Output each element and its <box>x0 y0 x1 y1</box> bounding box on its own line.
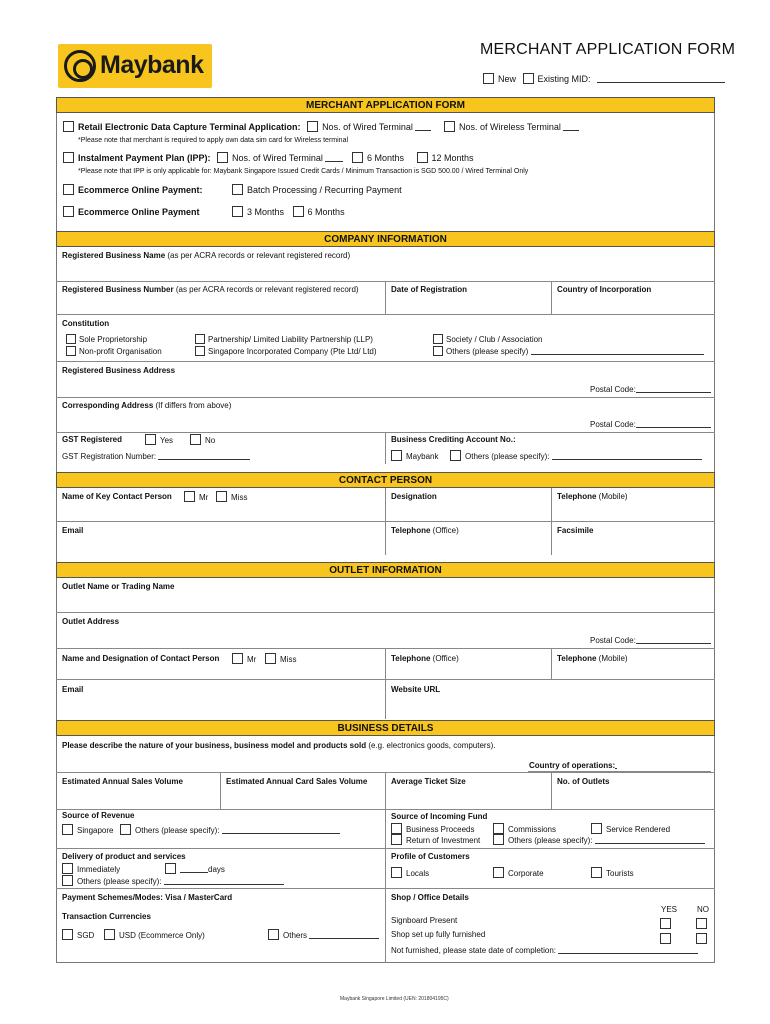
completion-date-field[interactable] <box>558 953 698 954</box>
delivery-label: Delivery of product and services <box>62 852 186 861</box>
ipp-note: *Please note that IPP is only applicable for: Maybank Singapore Issued Credit Cards / Minimum Transaction is SGD 500.00 / Wired Terminal Only <box>78 168 529 175</box>
ipp-checkbox[interactable] <box>63 152 74 163</box>
describe-business-label: Please describe the nature of your business, business model and products sold (e.g. electronics goods, computers). <box>62 741 496 750</box>
signboard-yes-checkbox[interactable] <box>660 918 671 929</box>
retail-wireless-field[interactable] <box>563 130 579 131</box>
contact-miss-checkbox[interactable] <box>216 491 227 502</box>
currency-sgd-checkbox[interactable] <box>62 929 73 940</box>
fund-others-field[interactable] <box>595 843 705 844</box>
delivery-others-field[interactable] <box>164 884 284 885</box>
society-checkbox[interactable] <box>433 334 443 344</box>
source-fund-label: Source of Incoming Fund <box>391 812 488 821</box>
revenue-others-field[interactable] <box>222 833 340 834</box>
sole-checkbox[interactable] <box>66 334 76 344</box>
currency-others-field[interactable] <box>309 938 379 939</box>
constitution-others-field[interactable] <box>531 354 704 355</box>
postal-code-field-2[interactable] <box>636 427 711 428</box>
crediting-account-label: Business Crediting Account No.: <box>391 435 516 444</box>
existing-mid-field[interactable] <box>597 82 725 83</box>
ecom-3-months-checkbox[interactable] <box>232 206 243 217</box>
logo-wordmark: Maybank <box>100 51 204 79</box>
section-business-heading: BUSINESS DETAILS <box>56 720 715 736</box>
ipp-wired-field[interactable] <box>325 161 343 162</box>
retail-edc-checkbox[interactable] <box>63 121 74 132</box>
designation-label: Designation <box>391 492 437 501</box>
delivery-others-checkbox[interactable] <box>62 875 73 886</box>
corr-address-label: Corresponding Address (If differs from above) <box>62 401 232 410</box>
country-operations-label: Country of operations: <box>529 761 616 770</box>
outlet-mr-checkbox[interactable] <box>232 653 243 664</box>
signboard-label: Signboard Present <box>391 916 458 925</box>
date-registration-label: Date of Registration <box>391 285 468 294</box>
not-furnished-label: Not furnished, please state date of completion: <box>391 946 556 955</box>
transaction-currencies-label: Transaction Currencies <box>62 912 151 921</box>
contact-email-label: Email <box>62 526 84 535</box>
retail-wireless-checkbox[interactable] <box>444 121 455 132</box>
section-company-heading: COMPANY INFORMATION <box>56 231 715 247</box>
shop-details-label: Shop / Office Details <box>391 893 469 902</box>
gst-no-checkbox[interactable] <box>190 434 201 445</box>
key-contact-label: Name of Key Contact Person <box>62 492 172 501</box>
mid-row: New Existing MID: <box>483 73 725 84</box>
retail-note: *Please note that merchant is required to apply own data sim card for Wireless terminal <box>78 137 349 144</box>
section-contact-heading: CONTACT PERSON <box>56 472 715 488</box>
constitution-others-checkbox[interactable] <box>433 346 443 356</box>
ecom-batch-row: Ecommerce Online Payment: <box>63 184 203 195</box>
contact-tel-mobile-label: Telephone (Mobile) <box>557 492 628 501</box>
outlet-name-label: Outlet Name or Trading Name <box>62 582 175 591</box>
section-merchant-heading: MERCHANT APPLICATION FORM <box>56 97 715 113</box>
tiger-emblem-icon <box>64 50 96 82</box>
ipp-wired-checkbox[interactable] <box>217 152 228 163</box>
delivery-days-checkbox[interactable] <box>165 863 176 874</box>
revenue-others-checkbox[interactable] <box>120 824 131 835</box>
outlet-miss-checkbox[interactable] <box>265 653 276 664</box>
new-checkbox[interactable] <box>483 73 494 84</box>
postal-code-field-1[interactable] <box>636 392 711 393</box>
profile-corporate-checkbox[interactable] <box>493 867 504 878</box>
currency-usd-checkbox[interactable] <box>104 929 115 940</box>
outlet-address-label: Outlet Address <box>62 617 120 626</box>
outlet-postal-code-field[interactable] <box>636 643 711 644</box>
furnished-no-checkbox[interactable] <box>696 933 707 944</box>
postal-code-label: Postal Code: <box>590 385 636 394</box>
payment-schemes-label: Payment Schemes/Modes: Visa / MasterCard <box>62 893 233 902</box>
fund-business-checkbox[interactable] <box>391 823 402 834</box>
retail-edc-row: Retail Electronic Data Capture Terminal Application: Nos. of Wired Terminal Nos. of Wireless Terminal <box>63 121 579 132</box>
avg-ticket-label: Average Ticket Size <box>391 777 466 786</box>
batch-recurring-checkbox[interactable] <box>232 184 243 195</box>
outlet-email-label: Email <box>62 685 84 694</box>
delivery-days-field[interactable] <box>180 872 208 873</box>
delivery-immediately-checkbox[interactable] <box>62 863 73 874</box>
facsimile-label: Facsimile <box>557 526 594 535</box>
retail-wired-checkbox[interactable] <box>307 121 318 132</box>
maybank-logo <box>58 44 212 88</box>
ipp-6-checkbox[interactable] <box>352 152 363 163</box>
page-title: MERCHANT APPLICATION FORM <box>480 41 736 58</box>
yes-column-label: YES <box>661 905 678 914</box>
reg-name-label: Registered Business Name (as per ACRA records or relevant registered record) <box>62 251 351 260</box>
gst-registered-label: GST Registered <box>62 435 123 444</box>
annual-sales-label: Estimated Annual Sales Volume <box>62 777 183 786</box>
fund-commissions-checkbox[interactable] <box>493 823 504 834</box>
no-outlets-label: No. of Outlets <box>557 777 610 786</box>
nonprofit-checkbox[interactable] <box>66 346 76 356</box>
reg-number-label: Registered Business Number (as per ACRA records or relevant registered record) <box>62 285 359 294</box>
annual-card-sales-label: Estimated Annual Card Sales Volume <box>226 777 368 786</box>
ipp-12-checkbox[interactable] <box>417 152 428 163</box>
gst-number-label: GST Registration Number: <box>62 452 157 461</box>
no-column-label: NO <box>697 905 709 914</box>
ecom-months-checkbox[interactable] <box>63 206 74 217</box>
website-url-label: Website URL <box>391 685 441 694</box>
revenue-singapore-checkbox[interactable] <box>62 824 73 835</box>
fund-others-checkbox[interactable] <box>493 834 504 845</box>
fund-return-checkbox[interactable] <box>391 834 402 845</box>
fund-service-checkbox[interactable] <box>591 823 602 834</box>
profile-tourists-checkbox[interactable] <box>591 867 602 878</box>
crediting-others-field[interactable] <box>552 459 702 460</box>
country-incorporation-label: Country of Incorporation <box>557 285 652 294</box>
source-revenue-label: Source of Revenue <box>62 811 135 820</box>
currency-others-checkbox[interactable] <box>268 929 279 940</box>
partnership-checkbox[interactable] <box>195 334 205 344</box>
outlet-contact-label: Name and Designation of Contact Person <box>62 654 220 663</box>
contact-mr-checkbox[interactable] <box>184 491 195 502</box>
constitution-label: Constitution <box>62 319 110 328</box>
gst-yes-checkbox[interactable] <box>145 434 156 445</box>
existing-mid-checkbox[interactable] <box>523 73 534 84</box>
outlet-tel-mobile-label: Telephone (Mobile) <box>557 654 628 663</box>
reg-address-label: Registered Business Address <box>62 366 176 375</box>
profile-locals-checkbox[interactable] <box>391 867 402 878</box>
contact-tel-office-label: Telephone (Office) <box>391 526 459 535</box>
gst-number-field[interactable] <box>158 459 250 460</box>
section-outlet-heading: OUTLET INFORMATION <box>56 562 715 578</box>
ecom-batch-checkbox[interactable] <box>63 184 74 195</box>
crediting-others-checkbox[interactable] <box>450 450 461 461</box>
outlet-tel-office-label: Telephone (Office) <box>391 654 459 663</box>
ipp-row: Instalment Payment Plan (IPP): Nos. of Wired Terminal 6 Months 12 Months <box>63 152 474 163</box>
furnished-yes-checkbox[interactable] <box>660 933 671 944</box>
ecom-months-row: Ecommerce Online Payment <box>63 206 200 217</box>
retail-wired-field[interactable] <box>415 130 431 131</box>
singapore-inc-checkbox[interactable] <box>195 346 205 356</box>
maybank-checkbox[interactable] <box>391 450 402 461</box>
footer-text: Maybank Singapore Limited (UEN: 201804195C) <box>340 996 449 1002</box>
shop-setup-label: Shop set up fully furnished <box>391 930 486 939</box>
ecom-6-months-checkbox[interactable] <box>293 206 304 217</box>
signboard-no-checkbox[interactable] <box>696 918 707 929</box>
profile-customers-label: Profile of Customers <box>391 852 470 861</box>
